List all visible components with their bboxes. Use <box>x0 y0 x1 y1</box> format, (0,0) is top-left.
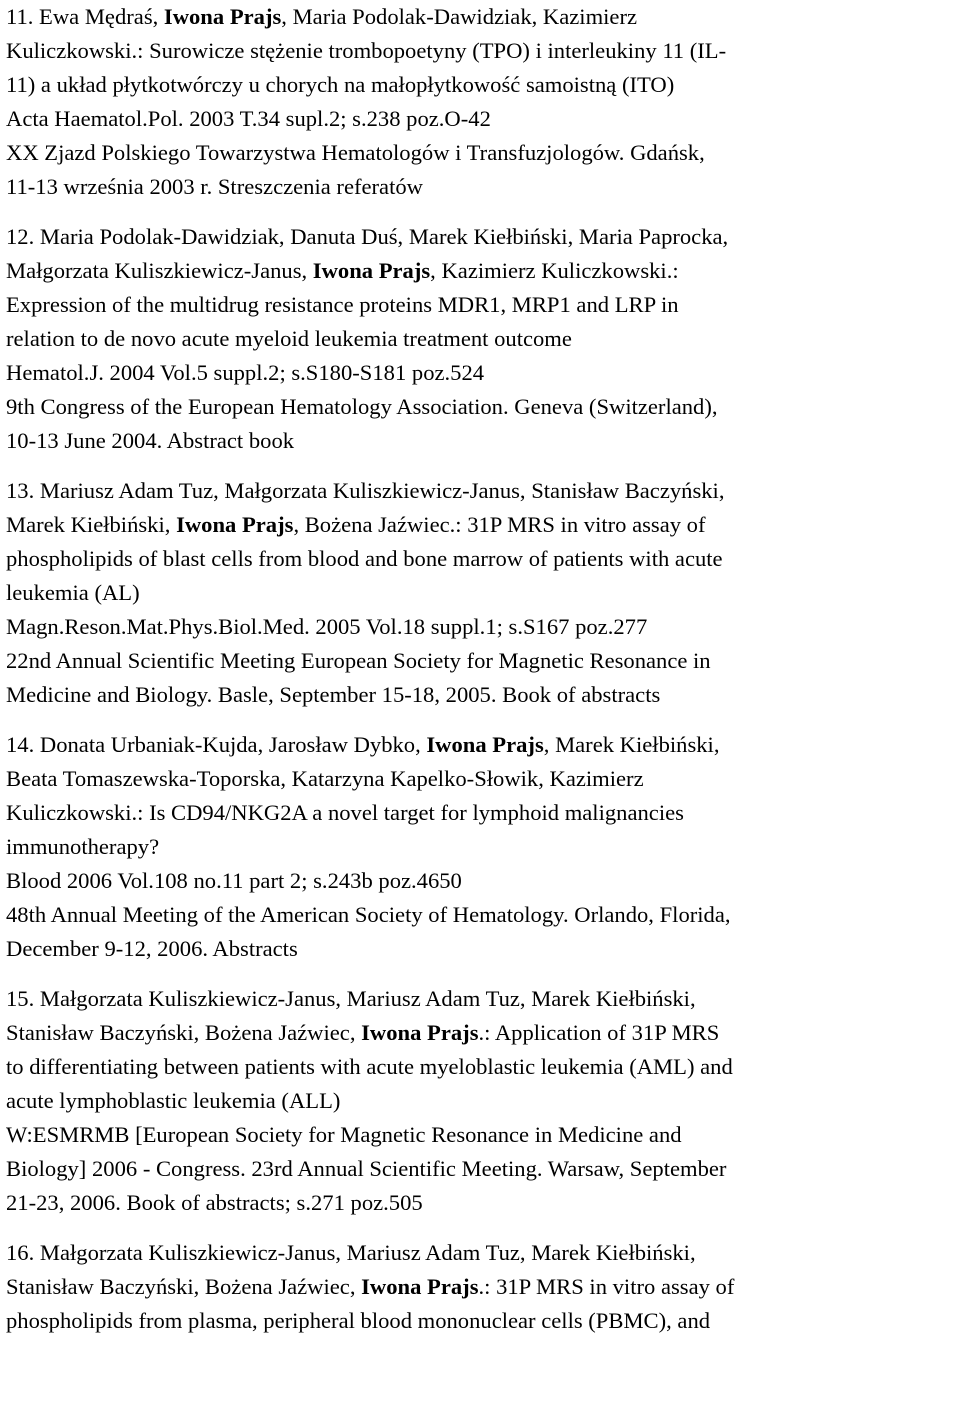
text-segment: 9th Congress of the European Hematology Association. Geneva (Switzerland), <box>6 394 718 419</box>
text-segment: Kuliczkowski.: Surowicze stężenie trombopoetyny (TPO) i interleukiny 11 (IL- <box>6 38 727 63</box>
publication-entry <box>6 1236 956 1338</box>
text-segment: Biology] 2006 - Congress. 23rd Annual Scientific Meeting. Warsaw, September <box>6 1156 727 1181</box>
entry-line <box>6 728 956 762</box>
text-segment: Magn.Reson.Mat.Phys.Biol.Med. 2005 Vol.18 suppl.1; s.S167 poz.277 <box>6 614 648 639</box>
entry-line <box>6 68 956 102</box>
text-segment: , Bożena Jaźwiec.: 31P MRS in vitro assay of <box>293 512 706 537</box>
publication-list <box>6 0 956 1354</box>
entry-line <box>6 1050 956 1084</box>
entry-line <box>6 322 956 356</box>
entry-line <box>6 1236 956 1270</box>
entry-line <box>6 1186 956 1220</box>
text-segment: , Marek Kiełbiński, <box>543 732 720 757</box>
text-segment: to differentiating between patients with acute myeloblastic leukemia (AML) and <box>6 1054 733 1079</box>
text-segment: December 9-12, 2006. Abstracts <box>6 936 298 961</box>
entry-line <box>6 34 956 68</box>
text-segment: acute lymphoblastic leukemia (ALL) <box>6 1088 341 1113</box>
text-segment: relation to de novo acute myeloid leukemia treatment outcome <box>6 326 572 351</box>
text-segment: Hematol.J. 2004 Vol.5 suppl.2; s.S180-S181 poz.524 <box>6 360 485 385</box>
text-segment: , Maria Podolak-Dawidziak, Kazimierz <box>281 4 638 29</box>
text-segment: , Kazimierz Kuliczkowski.: <box>430 258 679 283</box>
entry-line <box>6 390 956 424</box>
entry-line <box>6 254 956 288</box>
entry-line <box>6 1304 956 1338</box>
entry-line <box>6 136 956 170</box>
text-segment: Stanisław Baczyński, Bożena Jaźwiec, <box>6 1274 362 1299</box>
text-segment: 15. Małgorzata Kuliszkiewicz-Janus, Mariusz Adam Tuz, Marek Kiełbiński, <box>6 986 696 1011</box>
entry-line <box>6 864 956 898</box>
entry-line <box>6 1152 956 1186</box>
entry-line <box>6 508 956 542</box>
publication-entry <box>6 0 956 204</box>
text-segment: phospholipids from plasma, peripheral blood mononuclear cells (PBMC), and <box>6 1308 711 1333</box>
text-segment: 21-23, 2006. Book of abstracts; s.271 poz.505 <box>6 1190 423 1215</box>
highlighted-author: Iwona Prajs <box>361 1274 479 1299</box>
text-segment: Małgorzata Kuliszkiewicz-Janus, <box>6 258 313 283</box>
entry-line <box>6 982 956 1016</box>
text-segment: 22nd Annual Scientific Meeting European Society for Magnetic Resonance in <box>6 648 711 673</box>
text-segment: Marek Kiełbiński, <box>6 512 177 537</box>
text-segment: 48th Annual Meeting of the American Society of Hematology. Orlando, Florida, <box>6 902 731 927</box>
entry-line <box>6 1016 956 1050</box>
entry-line <box>6 610 956 644</box>
text-segment: 13. Mariusz Adam Tuz, Małgorzata Kuliszkiewicz-Janus, Stanisław Baczyński, <box>6 478 725 503</box>
text-segment: immunotherapy? <box>6 834 160 859</box>
publication-entry <box>6 982 956 1220</box>
text-segment: leukemia (AL) <box>6 580 140 605</box>
entry-line <box>6 576 956 610</box>
entry-line <box>6 0 956 34</box>
text-segment: Acta Haematol.Pol. 2003 T.34 supl.2; s.238 poz.O-42 <box>6 106 491 131</box>
text-segment: XX Zjazd Polskiego Towarzystwa Hematologów i Transfuzjologów. Gdańsk, <box>6 140 705 165</box>
entry-line <box>6 170 956 204</box>
entry-line <box>6 644 956 678</box>
text-segment: 11) a układ płytkotwórczy u chorych na małopłytkowość samoistną (ITO) <box>6 72 675 97</box>
text-segment: 16. Małgorzata Kuliszkiewicz-Janus, Mariusz Adam Tuz, Marek Kiełbiński, <box>6 1240 696 1265</box>
entry-line <box>6 830 956 864</box>
highlighted-author: Iwona Prajs <box>426 732 544 757</box>
text-segment: 14. Donata Urbaniak-Kujda, Jarosław Dybko, <box>6 732 427 757</box>
entry-line <box>6 678 956 712</box>
entry-line <box>6 898 956 932</box>
text-segment: 11-13 września 2003 r. Streszczenia referatów <box>6 174 423 199</box>
entry-line <box>6 1084 956 1118</box>
entry-line <box>6 762 956 796</box>
text-segment: Expression of the multidrug resistance proteins MDR1, MRP1 and LRP in <box>6 292 679 317</box>
text-segment: 11. Ewa Mędraś, <box>6 4 164 29</box>
entry-line <box>6 1118 956 1152</box>
text-segment: Beata Tomaszewska-Toporska, Katarzyna Kapelko-Słowik, Kazimierz <box>6 766 644 791</box>
entry-line <box>6 102 956 136</box>
entry-line <box>6 932 956 966</box>
text-segment: Stanisław Baczyński, Bożena Jaźwiec, <box>6 1020 362 1045</box>
entry-line <box>6 1270 956 1304</box>
text-segment: 10-13 June 2004. Abstract book <box>6 428 295 453</box>
entry-line <box>6 474 956 508</box>
publication-entry <box>6 220 956 458</box>
entry-line <box>6 220 956 254</box>
highlighted-author: Iwona Prajs <box>176 512 294 537</box>
entry-line <box>6 542 956 576</box>
highlighted-author: Iwona Prajs <box>163 4 282 29</box>
entry-line <box>6 424 956 458</box>
text-segment: .: Application of 31P MRS <box>478 1020 720 1045</box>
entry-line <box>6 288 956 322</box>
text-segment: W:ESMRMB [European Society for Magnetic Resonance in Medicine and <box>6 1122 682 1147</box>
text-segment: 12. Maria Podolak-Dawidziak, Danuta Duś, Marek Kiełbiński, Maria Paprocka, <box>6 224 729 249</box>
entry-line <box>6 356 956 390</box>
highlighted-author: Iwona Prajs <box>361 1020 479 1045</box>
text-segment: .: 31P MRS in vitro assay of <box>478 1274 735 1299</box>
entry-line <box>6 796 956 830</box>
publication-entry <box>6 728 956 966</box>
text-segment: Blood 2006 Vol.108 no.11 part 2; s.243b poz.4650 <box>6 868 462 893</box>
text-segment: phospholipids of blast cells from blood and bone marrow of patients with acute <box>6 546 723 571</box>
text-segment: Medicine and Biology. Basle, September 15-18, 2005. Book of abstracts <box>6 682 661 707</box>
highlighted-author: Iwona Prajs <box>312 258 431 283</box>
publication-entry <box>6 474 956 712</box>
text-segment: Kuliczkowski.: Is CD94/NKG2A a novel target for lymphoid malignancies <box>6 800 684 825</box>
